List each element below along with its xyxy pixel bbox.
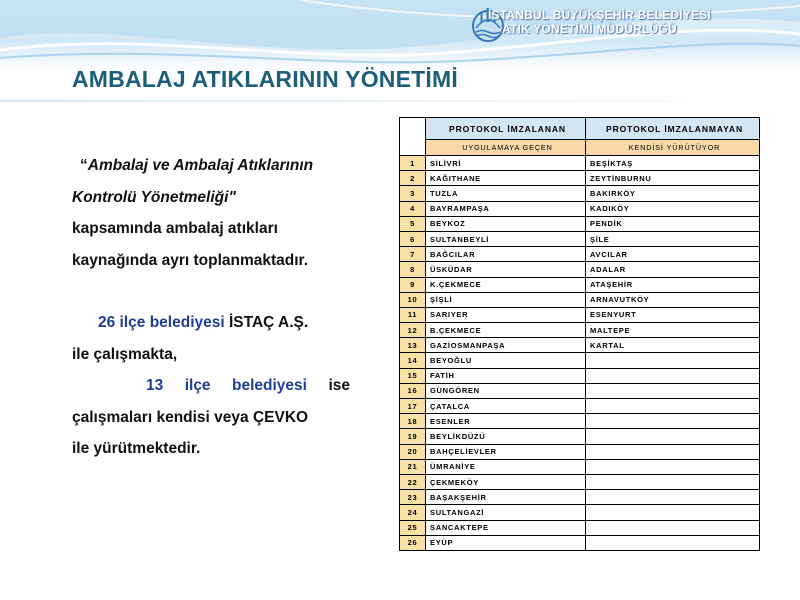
- table-row: [400, 399, 760, 414]
- row-number-cell: 15: [400, 368, 426, 383]
- row-number-cell: 16: [400, 383, 426, 398]
- signed-municipality-cell: B.ÇEKMECE: [426, 323, 586, 338]
- table-row: [400, 216, 760, 231]
- regulation-line-1: [72, 150, 350, 182]
- table-row: [400, 459, 760, 474]
- table-row: [400, 277, 760, 292]
- self-run-line: [72, 370, 350, 402]
- table-row: [400, 247, 760, 262]
- row-number-cell: 22: [400, 474, 426, 489]
- table-row: [400, 429, 760, 444]
- row-number-cell: 6: [400, 231, 426, 246]
- table-row: [400, 535, 760, 550]
- unsigned-municipality-cell: BAKIRKÖY: [586, 186, 760, 201]
- row-number-cell: 25: [400, 520, 426, 535]
- unsigned-municipality-cell: PENDİK: [586, 216, 760, 231]
- unsigned-municipality-cell: BEŞİKTAŞ: [586, 156, 760, 171]
- row-number-cell: 5: [400, 216, 426, 231]
- row-number-cell: 19: [400, 429, 426, 444]
- unsigned-municipality-cell: [586, 505, 760, 520]
- row-number-cell: 3: [400, 186, 426, 201]
- signed-municipality-cell: EYÜP: [426, 535, 586, 550]
- table-row: [400, 444, 760, 459]
- table-row: [400, 353, 760, 368]
- unsigned-municipality-cell: [586, 353, 760, 368]
- table-row: [400, 505, 760, 520]
- unsigned-municipality-cell: [586, 429, 760, 444]
- table-subheader-row: [400, 140, 760, 156]
- row-number-cell: 20: [400, 444, 426, 459]
- self-run-suffix: ise: [306, 377, 350, 394]
- title-divider: [0, 100, 800, 102]
- table-row: [400, 474, 760, 489]
- table-header-row: [400, 118, 760, 140]
- unsigned-municipality-cell: KARTAL: [586, 338, 760, 353]
- signed-municipality-cell: SİLİVRİ: [426, 156, 586, 171]
- unsigned-municipality-cell: [586, 368, 760, 383]
- row-number-cell: 18: [400, 414, 426, 429]
- signed-municipality-cell: BAŞAKŞEHİR: [426, 490, 586, 505]
- row-number-cell: 12: [400, 323, 426, 338]
- subheader-self-run: KENDİSİ YÜRÜTÜYOR: [586, 140, 760, 156]
- row-number-cell: 9: [400, 277, 426, 292]
- regulation-name-part-2: Kontrolü Yönetmeliği": [72, 188, 236, 206]
- signed-municipality-cell: BEYOĞLU: [426, 353, 586, 368]
- row-number-cell: 21: [400, 459, 426, 474]
- row-number-cell: 23: [400, 490, 426, 505]
- table-row: [400, 201, 760, 216]
- quote-mark: “: [80, 157, 88, 174]
- unsigned-municipality-cell: MALTEPE: [586, 323, 760, 338]
- protocol-table-body: [400, 156, 760, 551]
- row-number-cell: 8: [400, 262, 426, 277]
- table-row: [400, 323, 760, 338]
- table-row: [400, 414, 760, 429]
- unsigned-municipality-cell: [586, 383, 760, 398]
- table-row: [400, 368, 760, 383]
- unsigned-municipality-cell: [586, 474, 760, 489]
- row-number-cell: 14: [400, 353, 426, 368]
- signed-municipality-cell: BAYRAMPAŞA: [426, 201, 586, 216]
- signed-municipality-cell: FATİH: [426, 368, 586, 383]
- signed-municipality-cell: BEYLİKDÜZÜ: [426, 429, 586, 444]
- table-row: [400, 520, 760, 535]
- signed-municipality-cell: ÇATALCA: [426, 399, 586, 414]
- row-number-cell: 24: [400, 505, 426, 520]
- unsigned-municipality-cell: [586, 399, 760, 414]
- slide-header: [0, 0, 800, 70]
- unsigned-municipality-cell: [586, 490, 760, 505]
- table-row: [400, 262, 760, 277]
- row-number-cell: 26: [400, 535, 426, 550]
- organization-name: [488, 8, 711, 36]
- row-number-cell: 4: [400, 201, 426, 216]
- table-row: [400, 338, 760, 353]
- signed-municipality-cell: SARIYER: [426, 307, 586, 322]
- table-row: [400, 490, 760, 505]
- page-title: AMBALAJ ATIKLARININ YÖNETİMİ: [72, 66, 458, 92]
- unsigned-municipality-cell: [586, 459, 760, 474]
- unsigned-municipality-cell: ADALAR: [586, 262, 760, 277]
- row-number-cell: 17: [400, 399, 426, 414]
- signed-municipality-cell: SANCAKTEPE: [426, 520, 586, 535]
- signed-municipality-cell: ÜSKÜDAR: [426, 262, 586, 277]
- istac-line-2: ile çalışmakta,: [72, 345, 178, 363]
- row-number-cell: 2: [400, 171, 426, 186]
- protocol-table-head: [400, 118, 760, 156]
- unsigned-municipality-cell: ESENYURT: [586, 307, 760, 322]
- signed-municipality-cell: BEYKOZ: [426, 216, 586, 231]
- istac-company: İSTAÇ A.Ş.: [224, 314, 309, 331]
- signed-municipality-cell: KAĞITHANE: [426, 171, 586, 186]
- table-row: [400, 307, 760, 322]
- istac-line: [72, 307, 350, 339]
- unsigned-municipality-cell: [586, 444, 760, 459]
- header-protocol-signed: PROTOKOL İMZALANAN: [426, 118, 586, 140]
- unsigned-municipality-cell: AVCILAR: [586, 247, 760, 262]
- unsigned-municipality-cell: [586, 535, 760, 550]
- signed-municipality-cell: TUZLA: [426, 186, 586, 201]
- self-run-line-2: çalışmaları kendisi veya ÇEVKO: [72, 408, 309, 426]
- subheader-in-practice: UYGULAMAYA GEÇEN: [426, 140, 586, 156]
- row-number-cell: 10: [400, 292, 426, 307]
- table-row: [400, 171, 760, 186]
- unsigned-municipality-cell: ŞİLE: [586, 231, 760, 246]
- signed-municipality-cell: ÜMRANİYE: [426, 459, 586, 474]
- unsigned-municipality-cell: ZEYTİNBURNU: [586, 171, 760, 186]
- protocol-table: [399, 117, 760, 551]
- table-row: [400, 156, 760, 171]
- signed-municipality-cell: K.ÇEKMECE: [426, 277, 586, 292]
- regulation-line-2: [72, 182, 350, 214]
- row-number-cell: 13: [400, 338, 426, 353]
- body-line-3: kapsamında ambalaj atıkları: [72, 220, 278, 237]
- self-run-count: 13 ilçe belediyesi: [146, 377, 307, 394]
- unsigned-municipality-cell: KADIKÖY: [586, 201, 760, 216]
- signed-municipality-cell: ÇEKMEKÖY: [426, 474, 586, 489]
- signed-municipality-cell: GÜNGÖREN: [426, 383, 586, 398]
- table-row: [400, 292, 760, 307]
- body-text: [72, 150, 350, 465]
- table-corner-cell: [400, 118, 426, 156]
- signed-municipality-cell: GAZİOSMANPAŞA: [426, 338, 586, 353]
- signed-municipality-cell: BAĞCILAR: [426, 247, 586, 262]
- row-number-cell: 7: [400, 247, 426, 262]
- header-protocol-unsigned: PROTOKOL İMZALANMAYAN: [586, 118, 760, 140]
- paragraph-gap: [72, 276, 350, 307]
- unsigned-municipality-cell: [586, 520, 760, 535]
- signed-municipality-cell: SULTANGAZİ: [426, 505, 586, 520]
- regulation-name-part-1: Ambalaj ve Ambalaj Atıklarının: [87, 157, 314, 174]
- table-row: [400, 383, 760, 398]
- self-run-line-3: ile yürütmektedir.: [72, 440, 201, 457]
- table-row: [400, 186, 760, 201]
- signed-municipality-cell: ŞİŞLİ: [426, 292, 586, 307]
- organization-name-line-1: İSTANBUL BÜYÜKŞEHİR BELEDİYESİ: [488, 8, 711, 22]
- table-row: [400, 231, 760, 246]
- istac-count: 26 ilçe belediyesi: [98, 314, 225, 331]
- row-number-cell: 1: [400, 156, 426, 171]
- organization-name-line-2: ATIK YÖNETİMİ MÜDÜRLÜĞÜ: [502, 22, 677, 36]
- signed-municipality-cell: ESENLER: [426, 414, 586, 429]
- body-line-4: kaynağında ayrı toplanmaktadır.: [72, 251, 309, 269]
- unsigned-municipality-cell: ATAŞEHİR: [586, 277, 760, 292]
- signed-municipality-cell: SULTANBEYLİ: [426, 231, 586, 246]
- row-number-cell: 11: [400, 307, 426, 322]
- unsigned-municipality-cell: [586, 414, 760, 429]
- signed-municipality-cell: BAHÇELİEVLER: [426, 444, 586, 459]
- unsigned-municipality-cell: ARNAVUTKÖY: [586, 292, 760, 307]
